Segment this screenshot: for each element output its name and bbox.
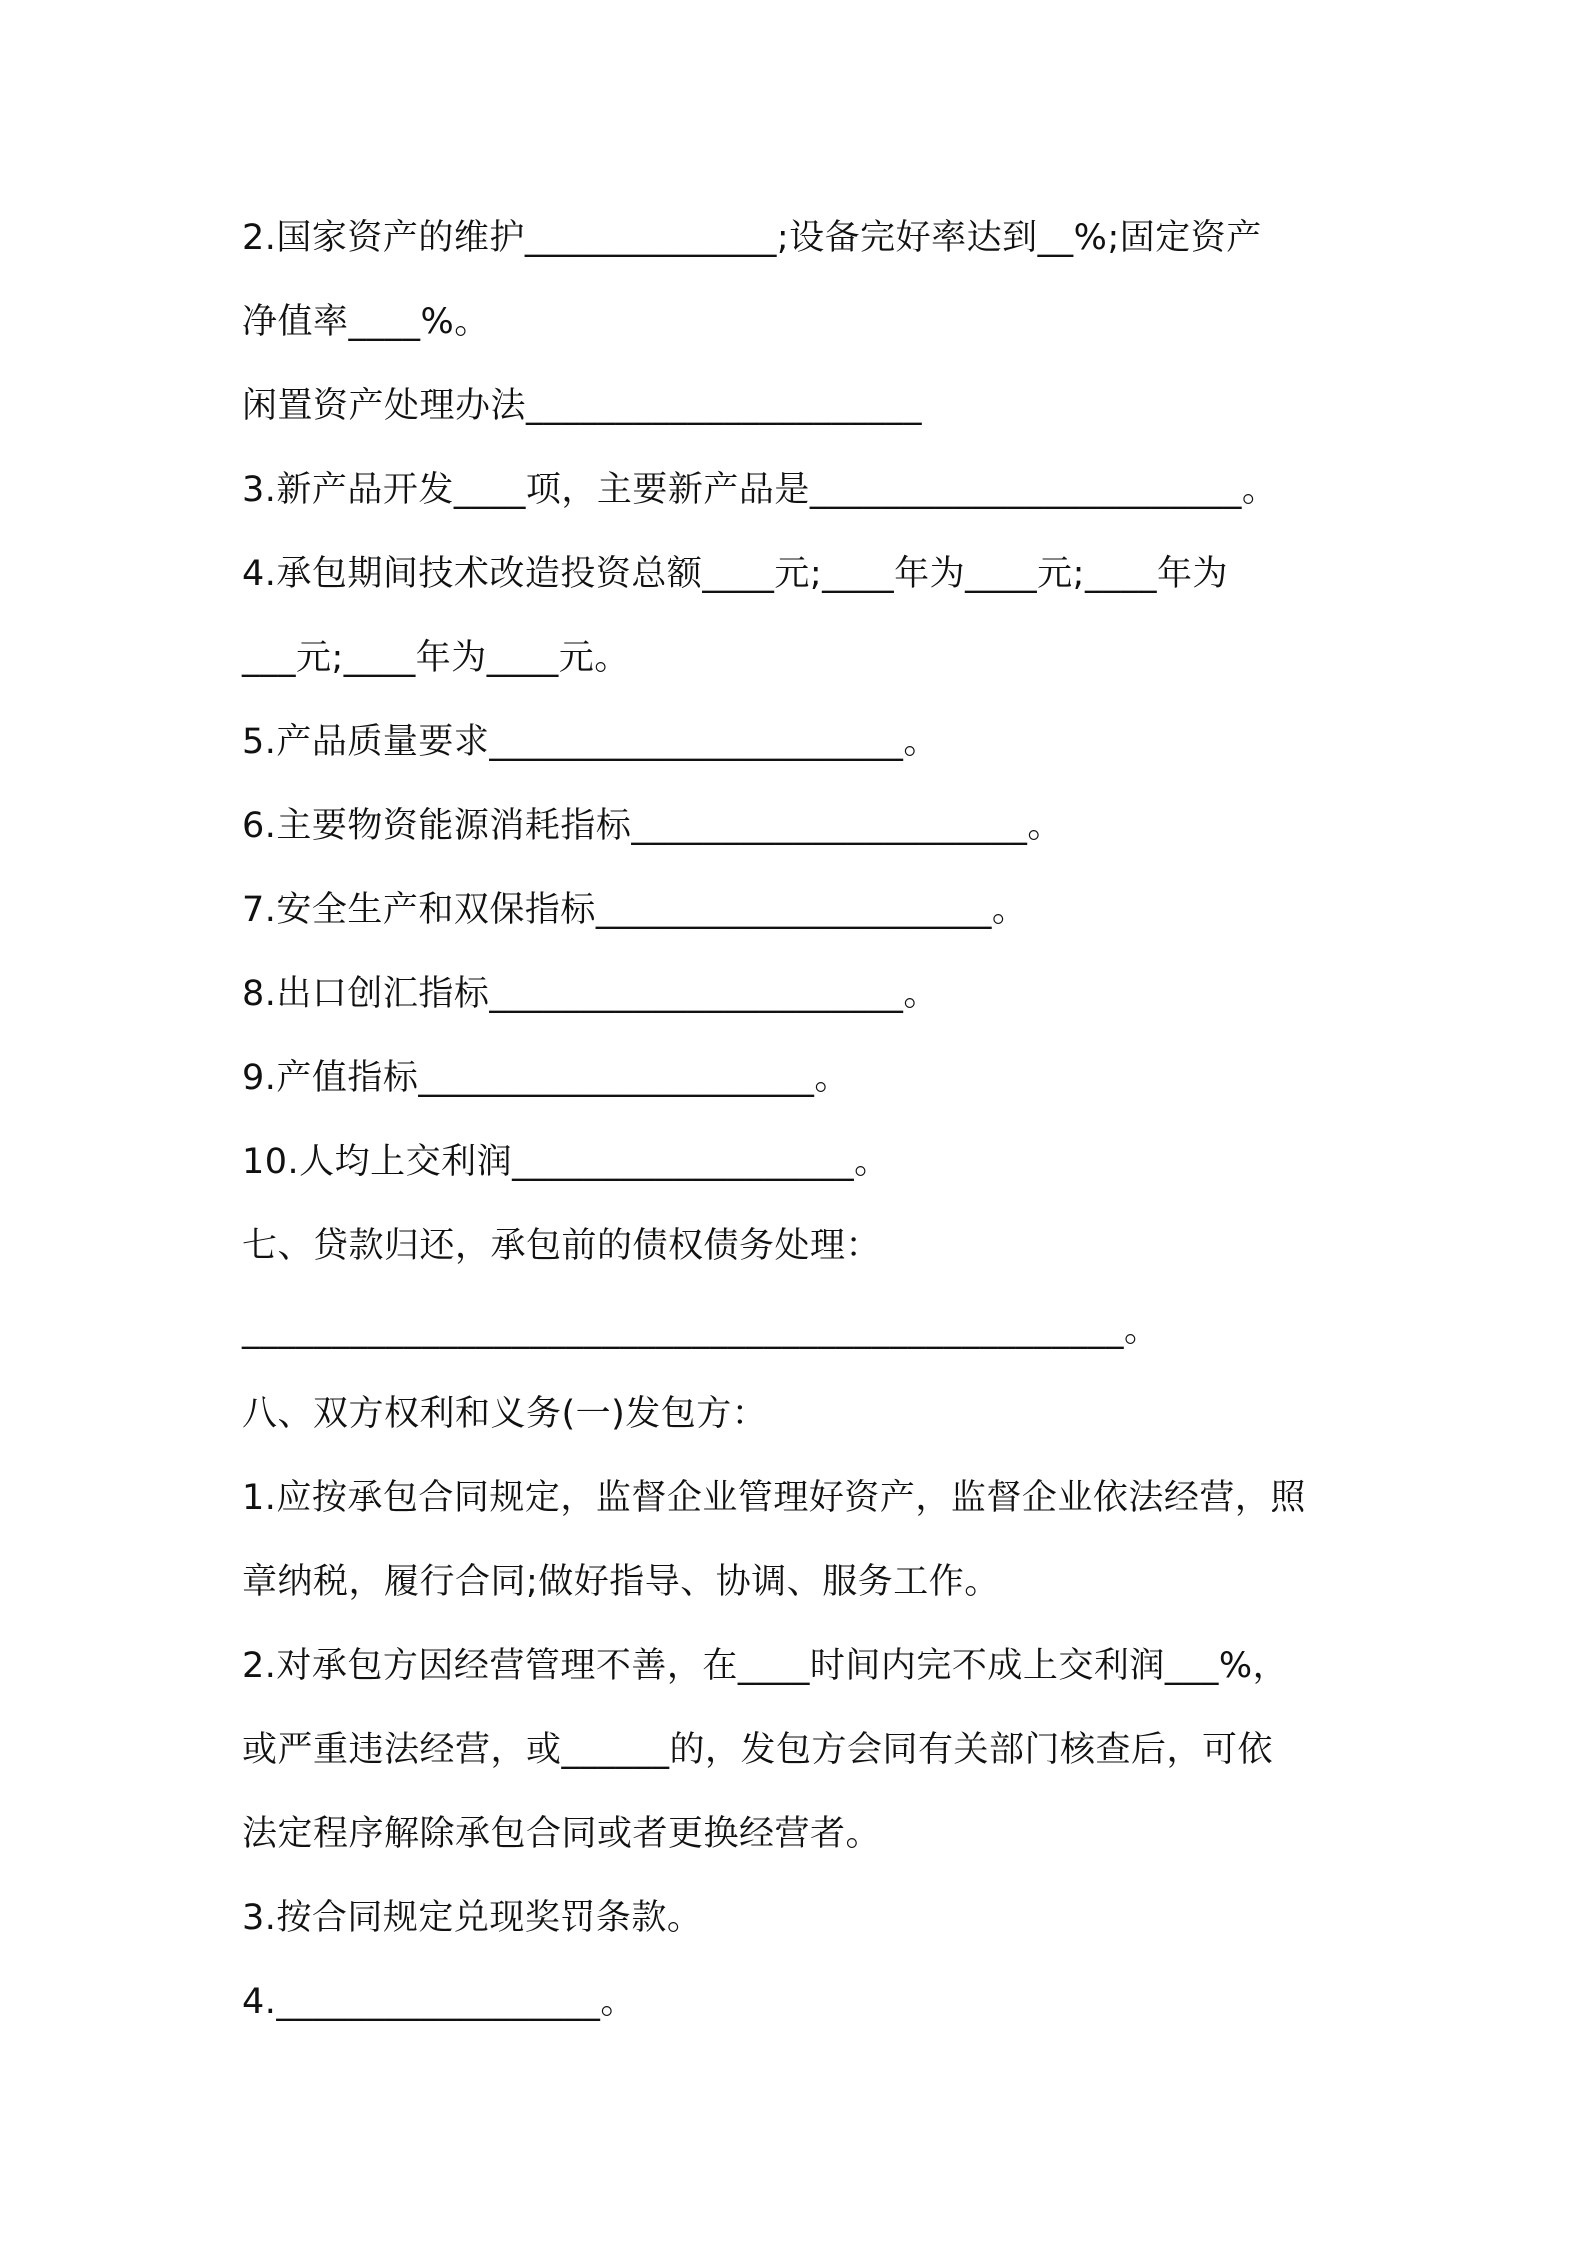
text-line: 6.主要物资能源消耗指标______________________。: [242, 806, 1063, 846]
text-line: 4.__________________。: [242, 1982, 636, 2022]
text-line: _________________________________________________。: [242, 1310, 1160, 1350]
text-line: 4.承包期间技术改造投资总额____元;____年为____元;____年为: [242, 554, 1228, 594]
text-line: 章纳税，履行合同;做好指导、协调、服务工作。: [242, 1562, 1000, 1602]
text-line: 8.出口创汇指标_______________________。: [242, 974, 939, 1014]
text-line: 2.对承包方因经营管理不善，在____时间内完不成上交利润___%，: [242, 1646, 1289, 1686]
document-body: [242, 196, 1362, 2044]
text-line: 3.新产品开发____项，主要新产品是________________________。: [242, 470, 1278, 510]
section-heading: 八、双方权利和义务(一)发包方：: [242, 1394, 768, 1434]
text-line: 法定程序解除承包合同或者更换经营者。: [242, 1814, 882, 1854]
text-line: ___元;____年为____元。: [242, 638, 630, 678]
text-line: 净值率____%。: [242, 302, 490, 342]
text-line: 1.应按承包合同规定，监督企业管理好资产，监督企业依法经营，照: [242, 1478, 1306, 1518]
text-line: 2.国家资产的维护______________;设备完好率达到__%;固定资产: [242, 218, 1262, 258]
text-line: 5.产品质量要求_______________________。: [242, 722, 939, 762]
text-line: 3.按合同规定兑现奖罚条款。: [242, 1898, 703, 1938]
text-line: 7.安全生产和双保指标______________________。: [242, 890, 1028, 930]
text-line: 或严重违法经营，或______的，发包方会同有关部门核查后，可依: [242, 1730, 1274, 1770]
text-line: 闲置资产处理办法______________________: [242, 386, 923, 426]
text-line: 9.产值指标______________________。: [242, 1058, 850, 1098]
text-line: 10.人均上交利润___________________。: [242, 1142, 890, 1182]
section-heading: 七、贷款归还，承包前的债权债务处理：: [242, 1226, 882, 1266]
